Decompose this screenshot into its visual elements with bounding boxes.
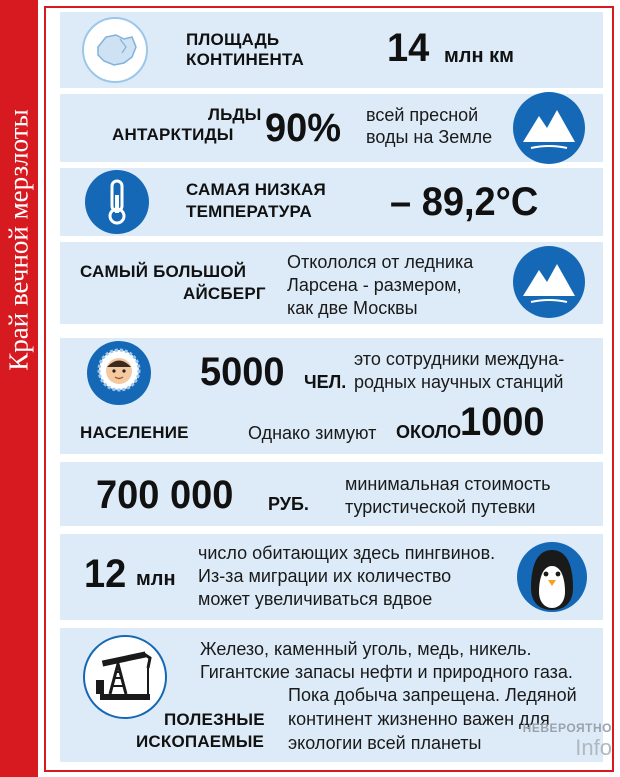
area-label-1: ПЛОЩАДЬ (186, 30, 280, 49)
antarctica-map-icon (80, 17, 150, 83)
area-value: 14 (387, 26, 430, 70)
ice-label-1: ЛЬДЫ (208, 105, 262, 124)
population-value: 5000 (200, 350, 285, 394)
oil-pump-icon (82, 634, 168, 720)
area-label-2: КОНТИНЕНТА (186, 50, 304, 69)
temp-value: – 89,2°С (390, 180, 539, 224)
minerals-line-2: Гигантские запасы нефти и природного газа. (200, 662, 573, 682)
population-desc-2: родных научных станций (354, 372, 564, 392)
population-unit: ЧЕЛ. (304, 372, 347, 392)
side-banner (0, 0, 38, 777)
iceberg-desc-3: как две Москвы (287, 298, 418, 318)
iceberg-desc-1: Откололся от ледника (287, 252, 474, 272)
tour-unit: РУБ. (268, 494, 309, 514)
population-winter-value: 1000 (460, 400, 545, 444)
minerals-label-1: ПОЛЕЗНЫЕ (164, 710, 265, 729)
watermark-top: НЕВЕРОЯТНО (522, 721, 612, 735)
population-winter-around: ОКОЛО (396, 422, 462, 442)
minerals-label-2: ИСКОПАЕМЫЕ (136, 732, 265, 751)
penguins-desc-2: Из-за миграции их количество (198, 566, 452, 586)
ice-desc-2: воды на Земле (366, 127, 493, 147)
population-desc-1: это сотрудники междуна- (354, 349, 565, 369)
minerals-line-4: континент жизненно важен для (288, 709, 550, 729)
panel-penguins (60, 534, 603, 620)
penguins-desc-1: число обитающих здесь пингвинов. (198, 543, 496, 563)
minerals-line-3: Пока добыча запрещена. Ледяной (288, 685, 577, 705)
panel-population (60, 338, 603, 454)
watermark (523, 721, 612, 761)
panel-area (60, 12, 603, 88)
side-title: Край вечной мерзлоты (3, 109, 34, 371)
iceberg-icon (511, 244, 587, 320)
penguins-value: 12 (84, 552, 127, 596)
temp-label-1: САМАЯ НИЗКАЯ (186, 180, 326, 199)
panel-ice (60, 94, 603, 162)
tour-desc-2: туристической путевки (345, 497, 536, 517)
minerals-line-5: экологии всей планеты (288, 733, 482, 753)
temp-label-2: ТЕМПЕРАТУРА (186, 202, 312, 221)
iceberg-label-2: АЙСБЕРГ (183, 284, 266, 303)
ice-label-2: АНТАРКТИДЫ (112, 125, 234, 144)
population-winter-prefix: Однако зимуют (248, 423, 377, 443)
ice-desc-1: всей пресной (366, 105, 479, 125)
eskimo-icon (86, 340, 152, 406)
mountains-icon (511, 90, 587, 166)
penguins-desc-3: может увеличиваться вдвое (198, 589, 433, 609)
population-label: НАСЕЛЕНИЕ (80, 423, 189, 442)
penguin-icon (515, 540, 589, 614)
panel-tour (60, 462, 603, 526)
thermometer-icon (84, 169, 150, 235)
tour-desc-1: минимальная стоимость (345, 474, 551, 494)
area-unit: млн км (444, 45, 514, 67)
minerals-line-1: Железо, каменный уголь, медь, никель. (200, 639, 532, 659)
penguins-unit: млн (136, 568, 176, 590)
iceberg-label-1: САМЫЙ БОЛЬШОЙ (80, 262, 247, 281)
tour-value: 700 000 (96, 473, 234, 517)
panel-iceberg (60, 242, 603, 324)
ice-value: 90% (265, 106, 342, 150)
panel-temperature (60, 168, 603, 236)
iceberg-desc-2: Ларсена - размером, (287, 275, 462, 295)
watermark-bottom: Info (575, 735, 612, 760)
panel-minerals (60, 628, 603, 762)
